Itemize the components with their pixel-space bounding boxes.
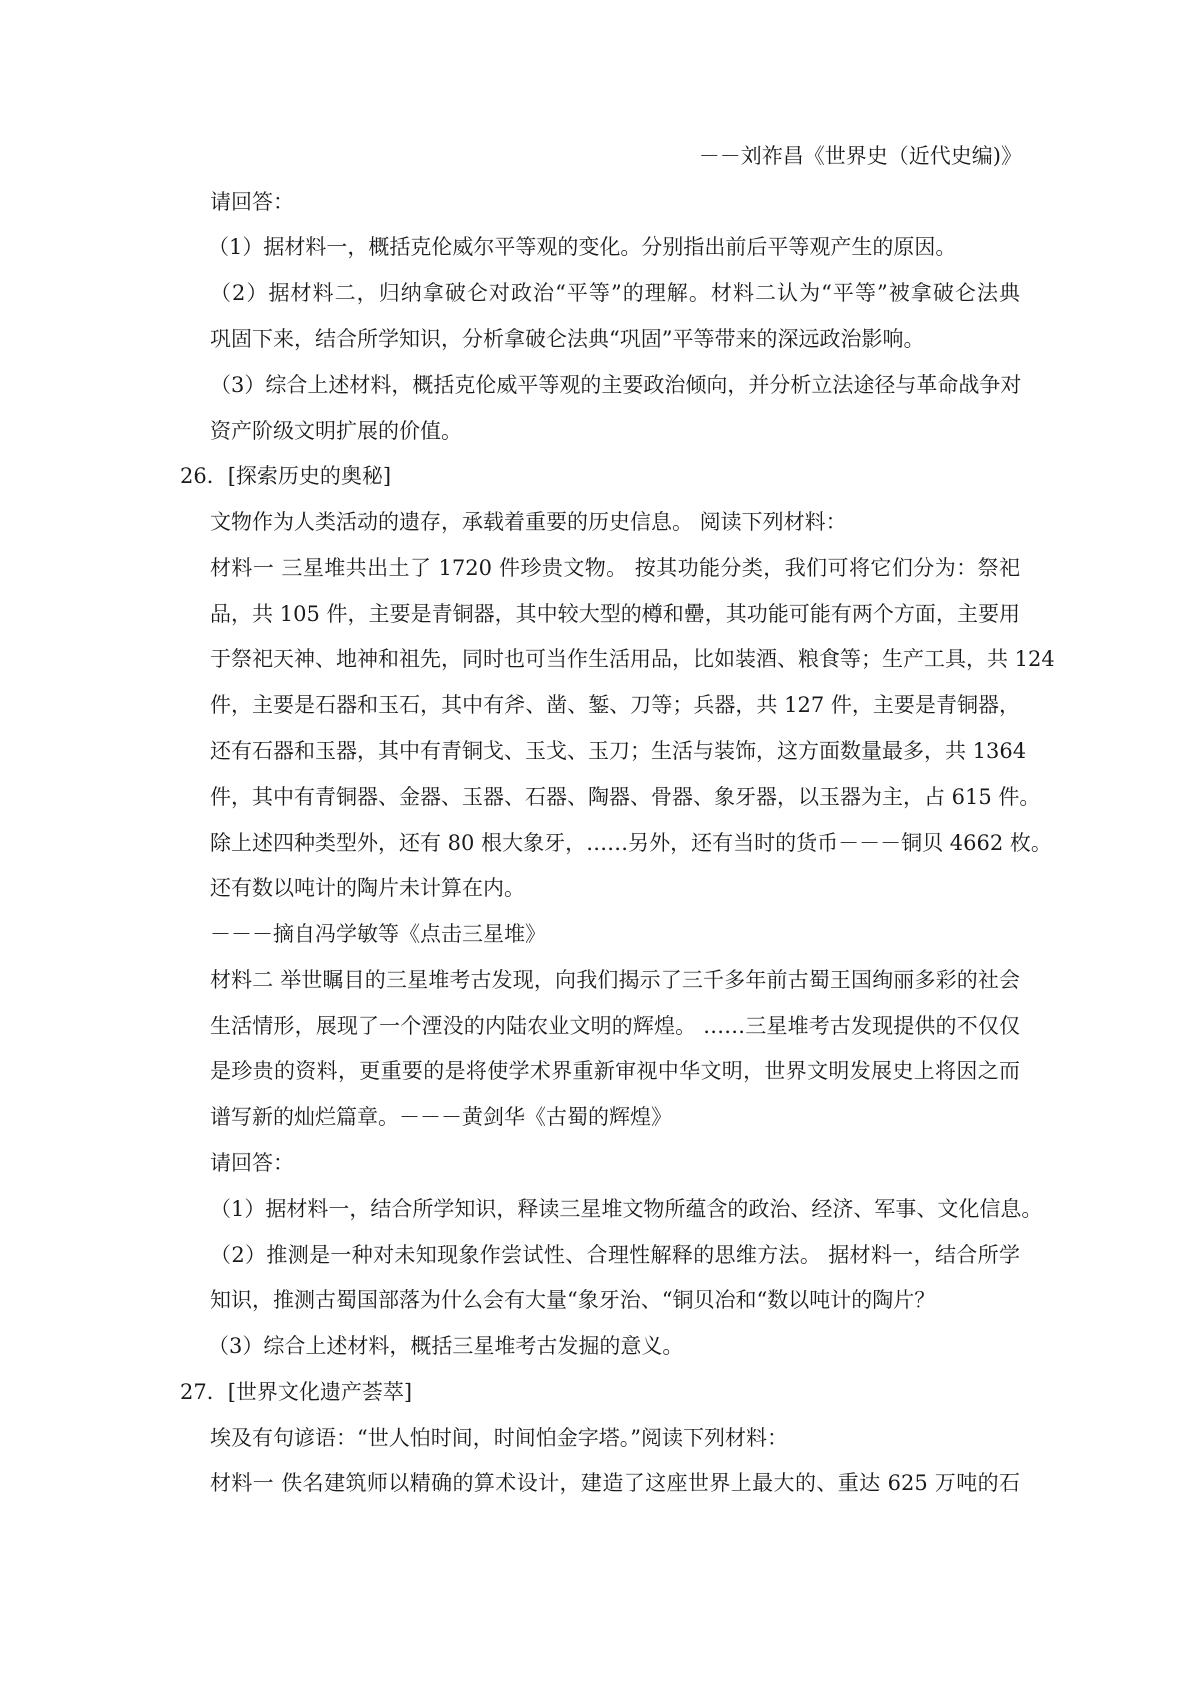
material-paragraph: 于祭祀天神、地神和祖先，同时也可当作生活用品，比如装酒、粮食等；生产工具，共 124 (210, 647, 1055, 671)
material-paragraph: 生活情形，展现了一个湮没的内陆农业文明的辉煌。 ……三星堆考古发现提供的不仅仅 (210, 1014, 1020, 1038)
paragraph-line: 资产阶级文明扩展的价值。 (210, 419, 462, 443)
material-paragraph: 材料一 三星堆共出土了 1720 件珍贵文物。 按其功能分类，我们可将它们分为：祭祀 (210, 556, 1020, 580)
sub-question: （2）据材料二，归纳拿破仑对政治“平等”的理解。材料二认为“平等”被拿破仑法典 (210, 281, 1020, 305)
material-paragraph: 还有石器和玉器，其中有青铜戈、玉戈、玉刀；生活与装饰，这方面数量最多，共 1364 (210, 739, 1027, 763)
material-paragraph: 是珍贵的资料，更重要的是将使学术界重新审视中华文明，世界文明发展史上将因之而 (210, 1059, 1020, 1083)
sub-question: （3）综合上述材料，概括三星堆考古发掘的意义。 (208, 1334, 684, 1358)
material-paragraph: 件，主要是石器和玉石，其中有斧、凿、錾、刀等；兵器，共 127 件，主要是青铜器， (210, 693, 1020, 717)
material-paragraph: 材料二 举世瞩目的三星堆考古发现，向我们揭示了三千多年前古蜀王国绚丽多彩的社会 (210, 968, 1020, 992)
material-paragraph: 谱写新的灿烂篇章。－－－黄剑华《古蜀的辉煌》 (210, 1105, 672, 1129)
material-paragraph: 还有数以吨计的陶片未计算在内。 (210, 876, 525, 900)
question-heading: 27．[世界文化遗产荟萃] (180, 1380, 413, 1404)
material-paragraph: 件，其中有青铜器、金器、玉器、石器、陶器、骨器、象牙器，以玉器为主，占 615 件。 (210, 785, 1041, 809)
material-paragraph: 材料一 佚名建筑师以精确的算术设计，建造了这座世界上最大的、重达 625 万吨的石 (210, 1471, 1020, 1495)
material-paragraph: 除上述四种类型外，还有 80 根大象牙，……另外，还有当时的货币－－－铜贝 4662 枚。 (210, 831, 1052, 855)
sub-question: （3）综合上述材料，概括克伦威平等观的主要政治倾向，并分析立法途径与革命战争对 (210, 373, 1022, 397)
paragraph-line: 文物作为人类活动的遗存，承载着重要的历史信息。 阅读下列材料： (210, 510, 847, 534)
source-citation: －－－摘自冯学敏等《点击三星堆》 (210, 922, 546, 946)
question-prompt: 请回答： (210, 1151, 294, 1175)
sub-question: （1）据材料一，结合所学知识，释读三星堆文物所蕴含的政治、经济、军事、文化信息。 (210, 1197, 1043, 1221)
sub-question: （1）据材料一，概括克伦威尔平等观的变化。分别指出前后平等观产生的原因。 (208, 235, 957, 259)
sub-question: （2）推测是一种对未知现象作尝试性、合理性解释的思维方法。 据材料一，结合所学 (210, 1243, 1020, 1267)
source-citation: －－刘祚昌《世界史（近代史编)》 (698, 144, 1022, 168)
question-prompt: 请回答： (210, 190, 294, 214)
paragraph-line: 知识，推测古蜀国部落为什么会有大量“象牙治、“铜贝冶和“数以吨计的陶片？ (210, 1288, 936, 1312)
paragraph-line: 埃及有句谚语：“世人怕时间，时间怕金字塔。”阅读下列材料： (210, 1426, 788, 1450)
paragraph-line: 巩固下来，结合所学知识，分析拿破仑法典“巩固”平等带来的深远政治影响。 (210, 327, 925, 351)
question-heading: 26．[探索历史的奥秘] (180, 464, 392, 488)
material-paragraph: 品，共 105 件，主要是青铜器，其中较大型的樽和罍，其功能可能有两个方面，主要用 (210, 602, 1020, 626)
